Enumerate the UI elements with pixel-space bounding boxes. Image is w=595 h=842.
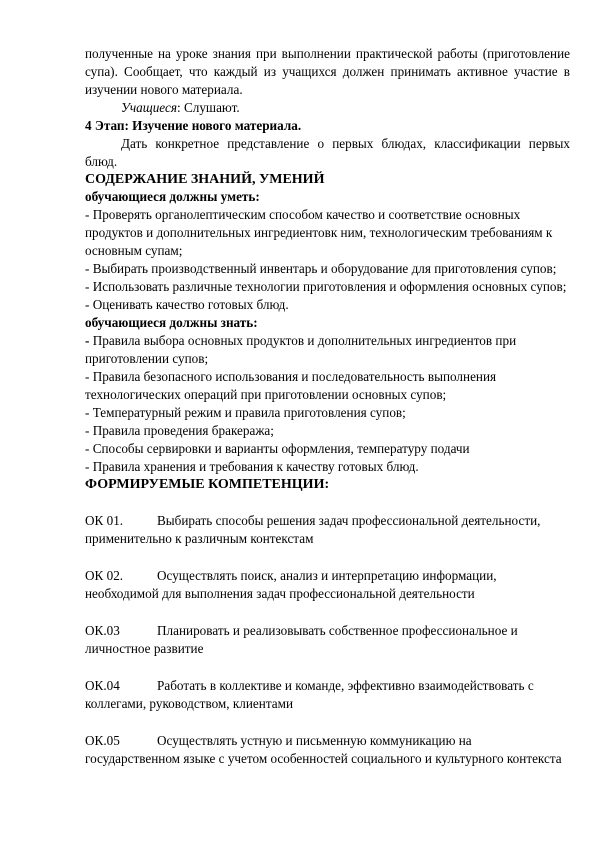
competency-text-first: Осуществлять поиск, анализ и интерпретацию информации,: [157, 568, 497, 583]
competency-text-first: Планировать и реализовывать собственное профессиональное и: [157, 623, 518, 638]
competency-text-first: Работать в коллективе и команде, эффективно взаимодействовать с: [157, 678, 534, 693]
competency-first-line: [85, 622, 570, 640]
document-content: [85, 45, 570, 787]
competency-first-line: [85, 732, 570, 750]
competency-code: ОК.05: [85, 733, 120, 748]
knowledge-item: - Способы сервировки и варианты оформления, температуру подачи: [85, 441, 470, 456]
skills-item: - Использовать различные технологии приготовления и оформления основных супов;: [85, 279, 567, 294]
knowledge-item: - Правила проведения бракеража;: [85, 423, 274, 438]
competencies-heading: ФОРМИРУЕМЫЕ КОМПЕТЕНЦИИ:: [85, 477, 330, 492]
knowledge-item: - Температурный режим и правила приготовления супов;: [85, 405, 406, 420]
competency-text-rest: необходимой для выполнения задач профессиональной деятельности: [85, 586, 475, 601]
knowledge-first-text: Правила выбора основных продуктов и дополнительных ингредиентов при приготовлении супов;: [85, 333, 517, 366]
students-label: Учащиеся: [121, 100, 177, 115]
skills-item: - Выбирать производственный инвентарь и оборудование для приготовления супов;: [85, 261, 557, 276]
knowledge-item: [85, 332, 570, 368]
knowledge-heading: обучающиеся должны знать:: [85, 315, 258, 330]
stage4-text: Дать конкретное представление о первых блюдах, классификации первых блюд.: [85, 136, 570, 169]
students-line: [85, 99, 570, 117]
students-text: : Слушают.: [176, 100, 240, 115]
knowledge-item: - Правила безопасного использования и последовательность выполнения технологических операций при приготовлении основных супов;: [85, 369, 497, 402]
competency-item: [85, 622, 570, 658]
competency-first-line: [85, 677, 570, 695]
competency-item: [85, 512, 570, 548]
skills-item: - Оценивать качество готовых блюд.: [85, 297, 289, 312]
competency-text-first: Осуществлять устную и письменную коммуникацию на: [157, 733, 472, 748]
competency-text-rest: государственном языке с учетом особенностей социального и культурного контекста: [85, 751, 562, 766]
spacer: [85, 493, 570, 512]
competency-first-line: [85, 567, 570, 585]
competency-code: ОК 01.: [85, 513, 124, 528]
skills-heading: обучающиеся должны уметь:: [85, 189, 260, 204]
knowledge-item: - Правила хранения и требования к качеству готовых блюд.: [85, 459, 419, 474]
competency-text-first: Выбирать способы решения задач профессиональной деятельности,: [157, 513, 541, 528]
skills-item: - Проверять органолептическим способом качество и соответствие основных продуктов и дополнительных ингредиентовк ним, технологическим требованиям к основным супам;: [85, 207, 553, 258]
intro-paragraph: полученные на уроке знания при выполнении практической работы (приготовление супа). Сообщает, что каждый из учащихся должен принимать активное участие в изучении нового материала.: [85, 46, 570, 97]
content-heading: СОДЕРЖАНИЕ ЗНАНИЙ, УМЕНИЙ: [85, 172, 325, 187]
stage4-title: 4 Этап: Изучение нового материала.: [85, 118, 302, 133]
competency-first-line: [85, 512, 570, 530]
competency-item: [85, 567, 570, 603]
competency-text-rest: применительно к различным контекстам: [85, 531, 314, 546]
competency-code: ОК 02.: [85, 568, 124, 583]
competency-code: ОК.04: [85, 678, 120, 693]
competency-text-rest: личностное развитие: [85, 641, 204, 656]
competency-code: ОК.03: [85, 623, 120, 638]
knowledge-first-dash: -: [85, 333, 90, 348]
competency-text-rest: коллегами, руководством, клиентами: [85, 696, 294, 711]
competency-item: [85, 732, 570, 768]
competency-item: [85, 677, 570, 713]
